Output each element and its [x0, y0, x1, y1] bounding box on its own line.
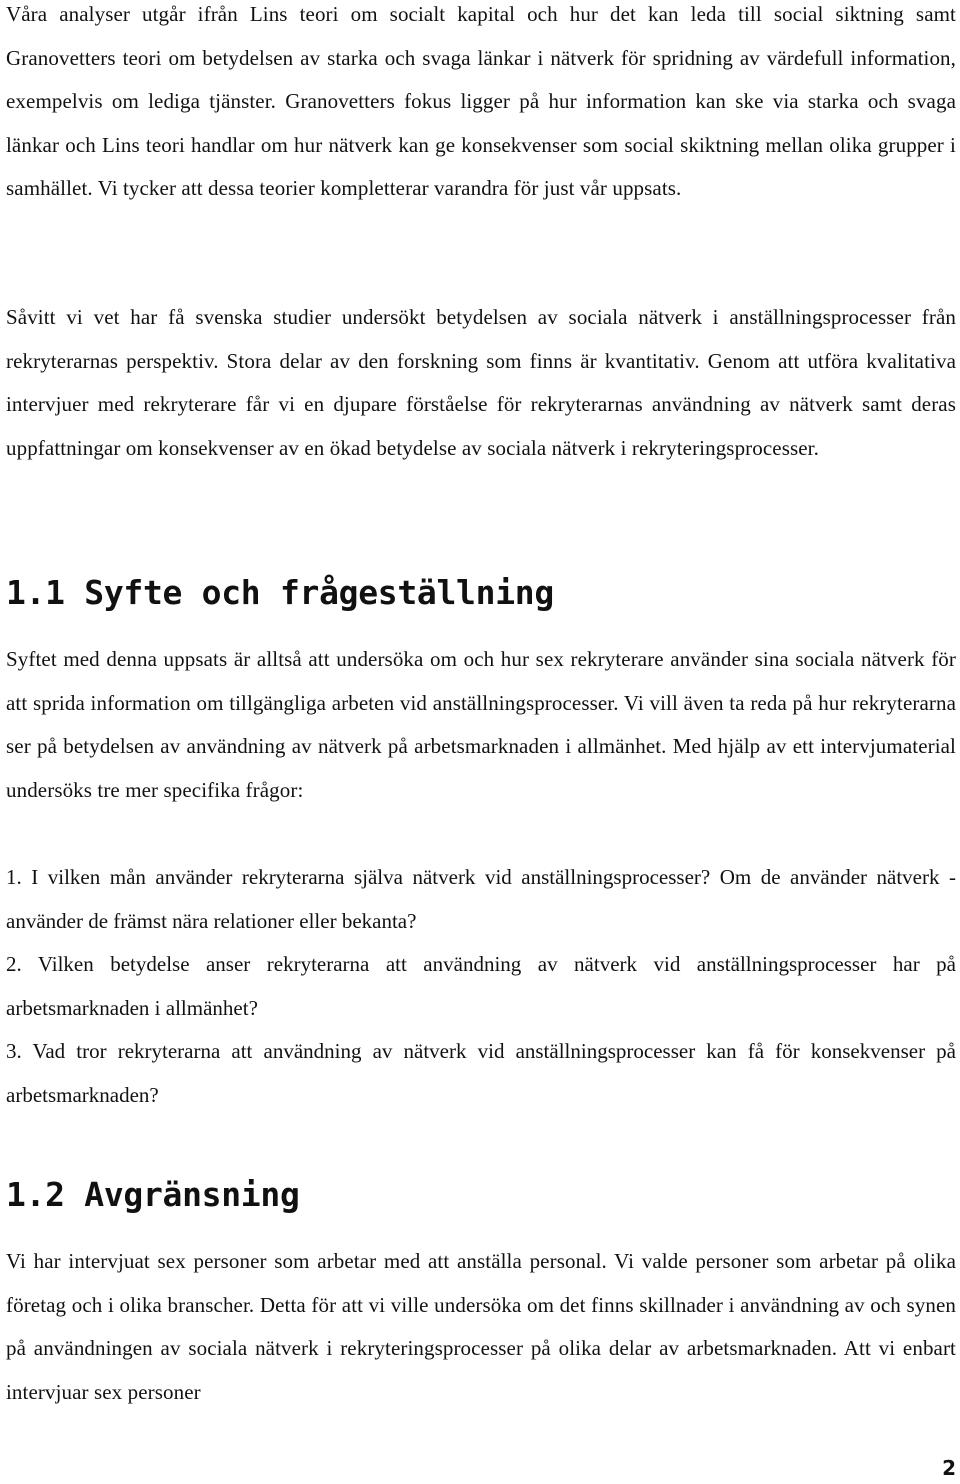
- paragraph-delimitation: Vi har intervjuat sex personer som arbetar med att anställa personal. Vi valde personer som arbetar på olika företag och i olika branscher. Detta för att vi ville undersöka om det finns skillnader i användning av och synen på användningen av sociala nätverk i rekryteringsprocesser på olika delar av arbetsmarknaden. Att vi enbart intervjuar sex personer: [6, 1249, 956, 1404]
- paragraph-previous-research: Såvitt vi vet har få svenska studier undersökt betydelsen av sociala nätverk i anställningsprocesser från rekryterarnas perspektiv. Stora delar av den forskning som finns är kvantitativ. Genom att utföra kvalitativa intervjuer med rekryterare får vi en djupare förståelse för rekryterarnas användning av nätverk samt deras uppfattningar om konsekvenser av en ökad betydelse av sociala nätverk i rekryteringsprocesser.: [6, 305, 956, 460]
- research-question-1: 1. I vilken mån använder rekryterarna själva nätverk vid anställningsprocesser? Om de använder nätverk - använder de främst nära relationer eller bekanta?: [6, 865, 956, 933]
- section-heading-purpose: 1.1 Syfte och frågeställning: [6, 573, 554, 612]
- section-heading-delimitation: 1.2 Avgränsning: [6, 1175, 300, 1214]
- research-question-2: 2. Vilken betydelse anser rekryterarna att användning av nätverk vid anställningsprocesser har på arbetsmarknaden i allmänhet?: [6, 952, 956, 1020]
- research-question-3: 3. Vad tror rekryterarna att användning av nätverk vid anställningsprocesser kan få för konsekvenser på arbetsmarknaden?: [6, 1039, 956, 1107]
- paragraph-purpose: Syftet med denna uppsats är alltså att undersöka om och hur sex rekryterare använder sina sociala nätverk för att sprida information om tillgängliga arbeten vid anställningsprocesser. Vi vill även ta reda på hur rekryterarna ser på betydelsen av användning av nätverk på arbetsmarknaden i allmänhet. Med hjälp av ett intervjumaterial undersöks tre mer specifika frågor:: [6, 647, 956, 802]
- paragraph-theories: Våra analyser utgår ifrån Lins teori om socialt kapital och hur det kan leda till social siktning samt Granovetters teori om betydelsen av starka och svaga länkar i nätverk för spridning av värdefull information, exempelvis om lediga tjänster. Granovetters fokus ligger på hur information kan ske via starka och svaga länkar och Lins teori handlar om hur nätverk kan ge konsekvenser som social skiktning mellan olika grupper i samhället. Vi tycker att dessa teorier kompletterar varandra för just vår uppsats.: [6, 2, 956, 200]
- page-number: 2: [942, 1456, 956, 1480]
